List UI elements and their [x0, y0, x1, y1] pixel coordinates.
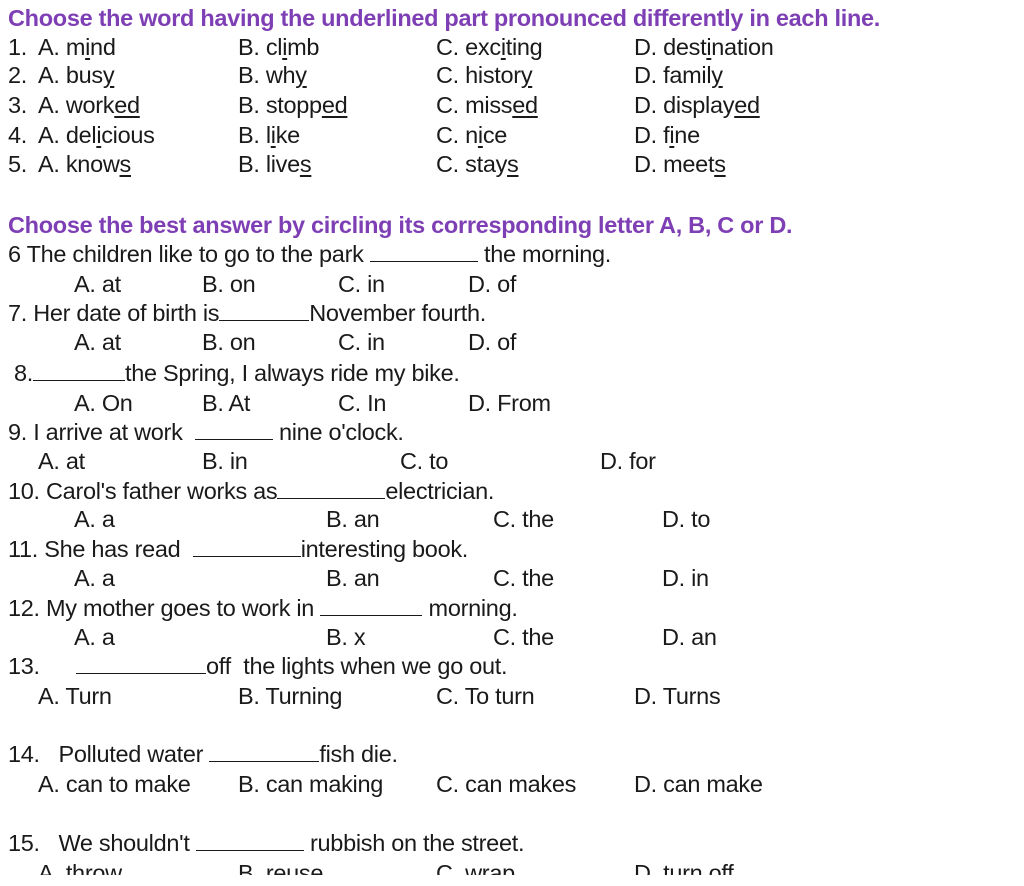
question-number: 3.	[8, 92, 27, 118]
underlined-part: s	[119, 151, 131, 177]
underlined-part: i	[669, 122, 675, 148]
question-text	[8, 655, 507, 679]
pronunciation-option[interactable]	[436, 36, 542, 60]
underlined-part: s	[714, 151, 726, 177]
answer-blank[interactable]	[219, 302, 309, 321]
underlined-part: i	[500, 34, 506, 60]
word-text: work	[65, 92, 115, 118]
option-letter: C.	[436, 34, 466, 60]
answer-option[interactable]: A. a	[74, 624, 115, 650]
answer-option[interactable]: C. wrap	[436, 860, 515, 886]
answer-option[interactable]: C. To turn	[436, 683, 535, 709]
word-text: ne	[674, 122, 700, 148]
word-text: histor	[465, 62, 521, 88]
underlined-part: ed	[321, 92, 348, 118]
option-letter: B.	[238, 62, 266, 88]
answer-option[interactable]: C. In	[338, 390, 387, 416]
underlined-part: i	[270, 122, 276, 148]
underlined-part: ed	[512, 92, 538, 118]
word-text: m	[65, 34, 86, 60]
word-text: del	[65, 122, 97, 148]
answer-option[interactable]: B. x	[326, 624, 366, 650]
answer-option[interactable]: C. to	[400, 448, 449, 474]
question-prefix: 15. We shouldn't	[8, 830, 196, 856]
underlined-part: i	[706, 34, 712, 60]
question-text	[8, 243, 611, 267]
answer-option[interactable]: B. in	[202, 448, 248, 474]
pronunciation-option[interactable]	[38, 94, 140, 118]
question-suffix: the Spring, I always ride my bike.	[125, 360, 460, 386]
pronunciation-option[interactable]	[38, 124, 155, 148]
underlined-part: s	[299, 151, 312, 177]
underlined-part: y	[520, 62, 533, 88]
word-text: miss	[465, 92, 513, 118]
answer-option[interactable]: D. can make	[634, 771, 763, 797]
answer-blank[interactable]	[277, 480, 385, 499]
question-prefix: 14. Polluted water	[8, 741, 210, 767]
option-letter: B.	[238, 34, 266, 60]
answer-blank[interactable]	[193, 538, 301, 557]
word-text: wh	[265, 62, 296, 88]
answer-option[interactable]: D. of	[468, 271, 517, 297]
question-text	[8, 480, 494, 504]
option-letter: D.	[634, 151, 664, 177]
answer-blank[interactable]	[196, 832, 304, 851]
answer-option[interactable]: C. in	[338, 329, 385, 355]
answer-blank[interactable]	[33, 362, 125, 381]
option-letter: A.	[38, 34, 66, 60]
word-text: bus	[65, 62, 103, 88]
underlined-part: y	[295, 62, 307, 88]
pronunciation-option[interactable]	[38, 153, 131, 177]
question-number: 2.	[8, 62, 27, 88]
option-letter: D.	[634, 34, 664, 60]
pronunciation-option[interactable]	[238, 64, 307, 88]
pronunciation-option[interactable]	[238, 36, 319, 60]
word-text: ting	[505, 34, 543, 60]
option-letter: D.	[634, 92, 664, 118]
answer-option[interactable]: A. On	[74, 390, 133, 416]
question-suffix: electrician.	[385, 478, 495, 504]
answer-blank[interactable]	[370, 243, 478, 262]
word-text: nation	[711, 34, 774, 60]
underlined-part: i	[85, 34, 91, 60]
answer-option[interactable]: B. on	[202, 271, 256, 297]
question-prefix: 6 The children like to go to the park	[8, 241, 370, 267]
pronunciation-option[interactable]	[634, 36, 774, 60]
answer-option[interactable]: A. at	[74, 271, 121, 297]
answer-option[interactable]: D. Turns	[634, 683, 721, 709]
answer-option[interactable]: B. can making	[238, 771, 384, 797]
option-letter: B.	[238, 122, 266, 148]
word-text: meet	[663, 151, 715, 177]
pronunciation-option[interactable]	[634, 153, 726, 177]
question-text	[8, 538, 468, 562]
question-number: 4.	[8, 122, 27, 148]
section1-heading: Choose the word having the underlined part pronounced differently in each line.	[8, 5, 880, 31]
answer-option[interactable]: B. At	[202, 390, 251, 416]
pronunciation-option[interactable]	[436, 153, 519, 177]
option-letter: A.	[38, 151, 66, 177]
question-suffix: rubbish on the street.	[303, 830, 525, 856]
option-letter: B.	[238, 151, 266, 177]
pronunciation-option[interactable]	[634, 64, 723, 88]
answer-option[interactable]: D. turn off	[634, 860, 734, 886]
answer-option[interactable]: A. can to make	[38, 771, 191, 797]
word-text: dest	[663, 34, 707, 60]
pronunciation-option[interactable]	[634, 124, 700, 148]
pronunciation-option[interactable]	[634, 94, 760, 118]
option-letter: C.	[436, 92, 466, 118]
underlined-part: i	[477, 122, 483, 148]
option-letter: D.	[634, 62, 664, 88]
option-letter: B.	[238, 92, 266, 118]
section2-heading: Choose the best answer by circling its corresponding letter A, B, C or D.	[8, 212, 793, 238]
question-text	[8, 597, 518, 621]
word-text: n	[465, 122, 478, 148]
word-text: nd	[90, 34, 116, 60]
question-text	[8, 743, 398, 767]
answer-option[interactable]: D. From	[468, 390, 551, 416]
answer-option[interactable]: A. throw	[38, 860, 122, 886]
question-suffix: off the lights when we go out.	[206, 653, 508, 679]
answer-option[interactable]: B. reuse	[238, 860, 324, 886]
underlined-part: i	[282, 34, 288, 60]
underlined-part: i	[96, 122, 102, 148]
option-letter: D.	[634, 122, 664, 148]
answer-option[interactable]: C. the	[493, 506, 554, 532]
pronunciation-option[interactable]	[38, 64, 114, 88]
word-text: ce	[482, 122, 508, 148]
pronunciation-option[interactable]	[436, 124, 507, 148]
answer-option[interactable]: B. an	[326, 506, 380, 532]
question-text	[8, 421, 404, 445]
answer-option[interactable]: C. can makes	[436, 771, 577, 797]
question-number: 5.	[8, 151, 27, 177]
option-letter: A.	[38, 62, 66, 88]
word-text: stay	[465, 151, 508, 177]
word-text: display	[663, 92, 735, 118]
word-text: live	[265, 151, 300, 177]
answer-option[interactable]: D. for	[600, 448, 656, 474]
word-text: mb	[287, 34, 320, 60]
question-text	[8, 302, 486, 326]
answer-blank[interactable]	[76, 655, 206, 674]
answer-option[interactable]: C. the	[493, 624, 554, 650]
pronunciation-option[interactable]	[238, 94, 347, 118]
underlined-part: s	[507, 151, 519, 177]
question-prefix: 13.	[8, 653, 46, 679]
answer-option[interactable]: D. of	[468, 329, 517, 355]
answer-option[interactable]: B. Turning	[238, 683, 343, 709]
answer-option[interactable]: D. in	[662, 565, 709, 591]
option-letter: C.	[436, 151, 466, 177]
question-prefix: 9. I arrive at work	[8, 419, 189, 445]
question-prefix: 11. She has read	[8, 536, 187, 562]
question-prefix: 7. Her date of birth is	[8, 300, 220, 326]
option-letter: C.	[436, 62, 466, 88]
answer-option[interactable]: A. a	[74, 565, 115, 591]
underlined-part: y	[711, 62, 723, 88]
word-text: f	[663, 122, 670, 148]
question-suffix: interesting book.	[300, 536, 469, 562]
underlined-part: ed	[114, 92, 140, 118]
question-suffix: fish die.	[319, 741, 398, 767]
underlined-part: ed	[734, 92, 760, 118]
answer-option[interactable]: B. on	[202, 329, 256, 355]
word-text: cl	[265, 34, 283, 60]
question-prefix: 12. My mother goes to work in	[8, 595, 321, 621]
question-suffix: nine o'clock.	[272, 419, 404, 445]
question-prefix: 8.	[14, 360, 33, 386]
answer-blank[interactable]	[209, 743, 319, 762]
pronunciation-option[interactable]	[436, 94, 538, 118]
answer-option[interactable]: C. the	[493, 565, 554, 591]
question-suffix: morning.	[422, 595, 518, 621]
answer-option[interactable]: B. an	[326, 565, 380, 591]
answer-option[interactable]: D. to	[662, 506, 711, 532]
pronunciation-option[interactable]	[238, 153, 311, 177]
answer-option[interactable]: A. at	[74, 329, 121, 355]
question-suffix: November fourth.	[309, 300, 486, 326]
option-letter: A.	[38, 92, 66, 118]
word-text: know	[65, 151, 120, 177]
pronunciation-option[interactable]	[238, 124, 300, 148]
question-text	[14, 362, 460, 386]
word-text: stopp	[265, 92, 322, 118]
word-text: l	[265, 122, 271, 148]
answer-option[interactable]: A. Turn	[38, 683, 112, 709]
answer-option[interactable]: C. in	[338, 271, 385, 297]
question-prefix: 10. Carol's father works as	[8, 478, 278, 504]
word-text: exc	[465, 34, 501, 60]
question-text	[8, 832, 524, 856]
word-text: famil	[663, 62, 712, 88]
answer-option[interactable]: A. a	[74, 506, 115, 532]
option-letter: A.	[38, 122, 66, 148]
option-letter: C.	[436, 122, 466, 148]
question-number: 1.	[8, 34, 27, 60]
pronunciation-option[interactable]	[38, 36, 116, 60]
answer-option[interactable]: A. at	[38, 448, 85, 474]
answer-blank[interactable]	[195, 421, 273, 440]
pronunciation-option[interactable]	[436, 64, 532, 88]
underlined-part: y	[102, 62, 115, 88]
answer-blank[interactable]	[320, 597, 422, 616]
word-text: ke	[275, 122, 300, 148]
question-suffix: the morning.	[477, 241, 612, 267]
word-text: cious	[101, 122, 155, 148]
answer-option[interactable]: D. an	[662, 624, 717, 650]
